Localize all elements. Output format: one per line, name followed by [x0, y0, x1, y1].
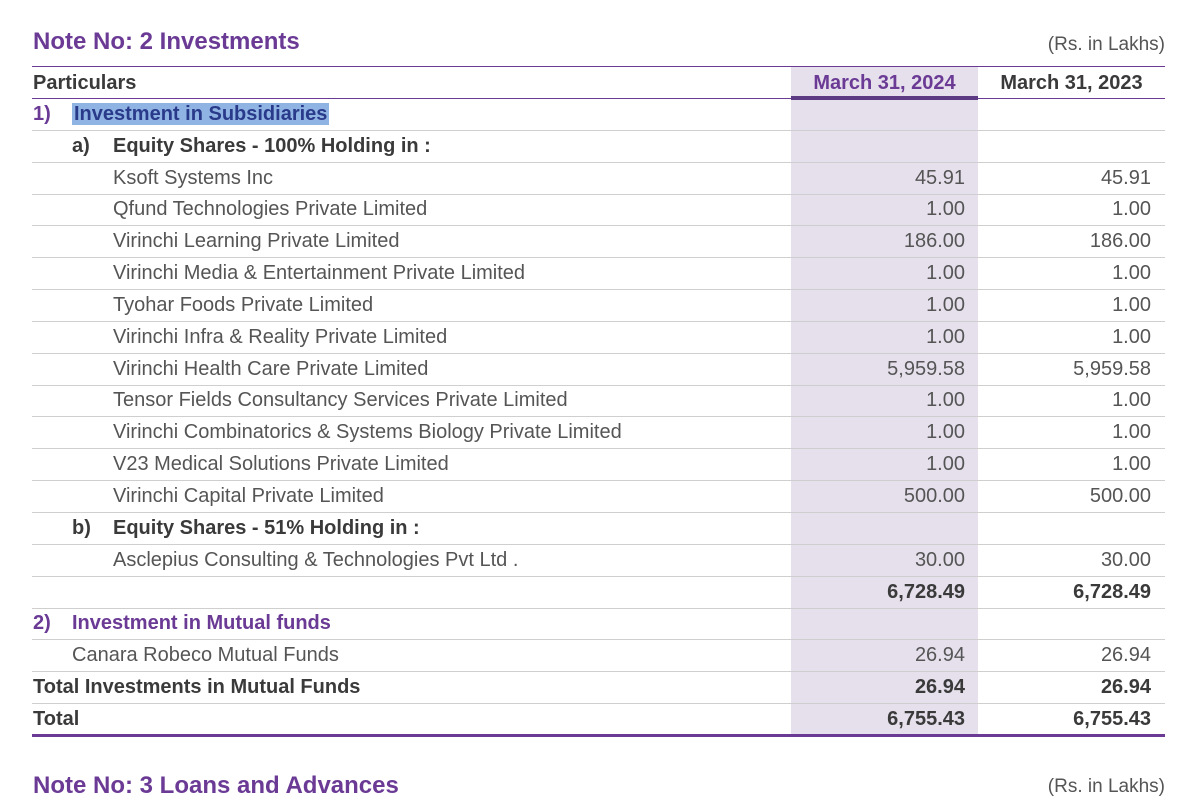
header-march-2023: March 31, 2023	[1000, 72, 1143, 94]
company-name: Tyohar Foods Private Limited	[113, 294, 374, 316]
value-2023: 45.91	[1100, 167, 1151, 189]
section-title: Investment in Mutual funds	[72, 612, 331, 634]
section-number: 2)	[33, 612, 51, 634]
table-row	[32, 417, 1165, 449]
company-name: Qfund Technologies Private Limited	[113, 198, 428, 220]
section-number: 1)	[33, 103, 51, 125]
table-row	[32, 545, 1165, 577]
subsection-title: Equity Shares - 51% Holding in :	[113, 517, 420, 539]
table-row	[32, 385, 1165, 417]
value-2023: 5,959.58	[1073, 358, 1151, 380]
table-row	[32, 449, 1165, 481]
total-2024: 6,755.43	[887, 708, 965, 730]
value-2024: 5,959.58	[887, 358, 965, 380]
value-2024: 1.00	[926, 421, 965, 443]
header-particulars: Particulars	[33, 72, 137, 94]
table-row	[32, 513, 1165, 545]
value-2023: 1.00	[1112, 198, 1151, 220]
subsection-number: a)	[72, 135, 90, 157]
unit-label: (Rs. in Lakhs)	[1047, 34, 1165, 55]
fund-name: Canara Robeco Mutual Funds	[72, 644, 339, 666]
table-row	[32, 226, 1165, 258]
table-row	[32, 322, 1165, 354]
total-mf-label: Total Investments in Mutual Funds	[33, 676, 361, 698]
subsection-title: Equity Shares - 100% Holding in :	[113, 135, 431, 157]
value-2024: 1.00	[926, 453, 965, 475]
value-2023: 186.00	[1089, 230, 1151, 252]
table-row	[32, 258, 1165, 290]
table-row	[32, 354, 1165, 386]
note-title: Note No: 2 Investments	[33, 28, 300, 55]
value-2023: 26.94	[1100, 644, 1151, 666]
subsection-number: b)	[72, 517, 91, 539]
table-row	[32, 640, 1165, 672]
value-2024: 1.00	[926, 326, 965, 348]
company-name: Virinchi Capital Private Limited	[113, 485, 384, 507]
company-name: Tensor Fields Consultancy Services Private Limited	[113, 389, 568, 411]
table-row	[32, 163, 1165, 195]
table-row	[32, 290, 1165, 322]
total-mf-2023: 26.94	[1100, 676, 1151, 698]
value-2023: 1.00	[1112, 294, 1151, 316]
value-2024: 1.00	[926, 198, 965, 220]
value-2024: 1.00	[926, 294, 965, 316]
value-2023: 30.00	[1100, 549, 1151, 571]
value-2023: 1.00	[1112, 453, 1151, 475]
value-2024: 1.00	[926, 389, 965, 411]
value-2023: 500.00	[1089, 485, 1151, 507]
table-bottom-rule	[32, 734, 1165, 737]
subtotal-row	[32, 577, 1165, 609]
company-name: Virinchi Infra & Reality Private Limited	[113, 326, 448, 348]
value-2023: 1.00	[1112, 262, 1151, 284]
total-mf-2024: 26.94	[914, 676, 965, 698]
subtotal-2024: 6,728.49	[887, 581, 965, 603]
total-label: Total	[33, 708, 80, 730]
header-march-2024: March 31, 2024	[813, 72, 956, 94]
value-2023: 1.00	[1112, 389, 1151, 411]
table-row	[32, 481, 1165, 513]
company-name: Asclepius Consulting & Technologies Pvt Ltd .	[113, 549, 519, 571]
company-name: Virinchi Combinatorics & Systems Biology Private Limited	[113, 421, 622, 443]
value-2024: 26.94	[914, 644, 965, 666]
grand-total-row	[32, 704, 1165, 735]
company-name: Virinchi Media & Entertainment Private Limited	[113, 262, 526, 284]
subtotal-2023: 6,728.49	[1073, 581, 1151, 603]
value-2023: 1.00	[1112, 326, 1151, 348]
value-2024: 186.00	[903, 230, 965, 252]
company-name: V23 Medical Solutions Private Limited	[113, 453, 449, 475]
total-2023: 6,755.43	[1073, 708, 1151, 730]
value-2024: 45.91	[914, 167, 965, 189]
value-2023: 1.00	[1112, 421, 1151, 443]
section-title-selected[interactable]: Investment in Subsidiaries	[74, 103, 328, 125]
table-row	[32, 131, 1165, 163]
table-row	[32, 99, 1165, 131]
table-row	[32, 194, 1165, 226]
value-2024: 500.00	[903, 485, 965, 507]
company-name: Virinchi Learning Private Limited	[113, 230, 400, 252]
value-2024: 30.00	[914, 549, 965, 571]
company-name: Ksoft Systems Inc	[113, 167, 274, 189]
company-name: Virinchi Health Care Private Limited	[113, 358, 429, 380]
value-2024: 1.00	[926, 262, 965, 284]
next-note-unit: (Rs. in Lakhs)	[1047, 776, 1165, 797]
total-mf-row	[32, 672, 1165, 704]
table-row	[32, 608, 1165, 640]
next-note-title: Note No: 3 Loans and Advances	[33, 772, 399, 799]
